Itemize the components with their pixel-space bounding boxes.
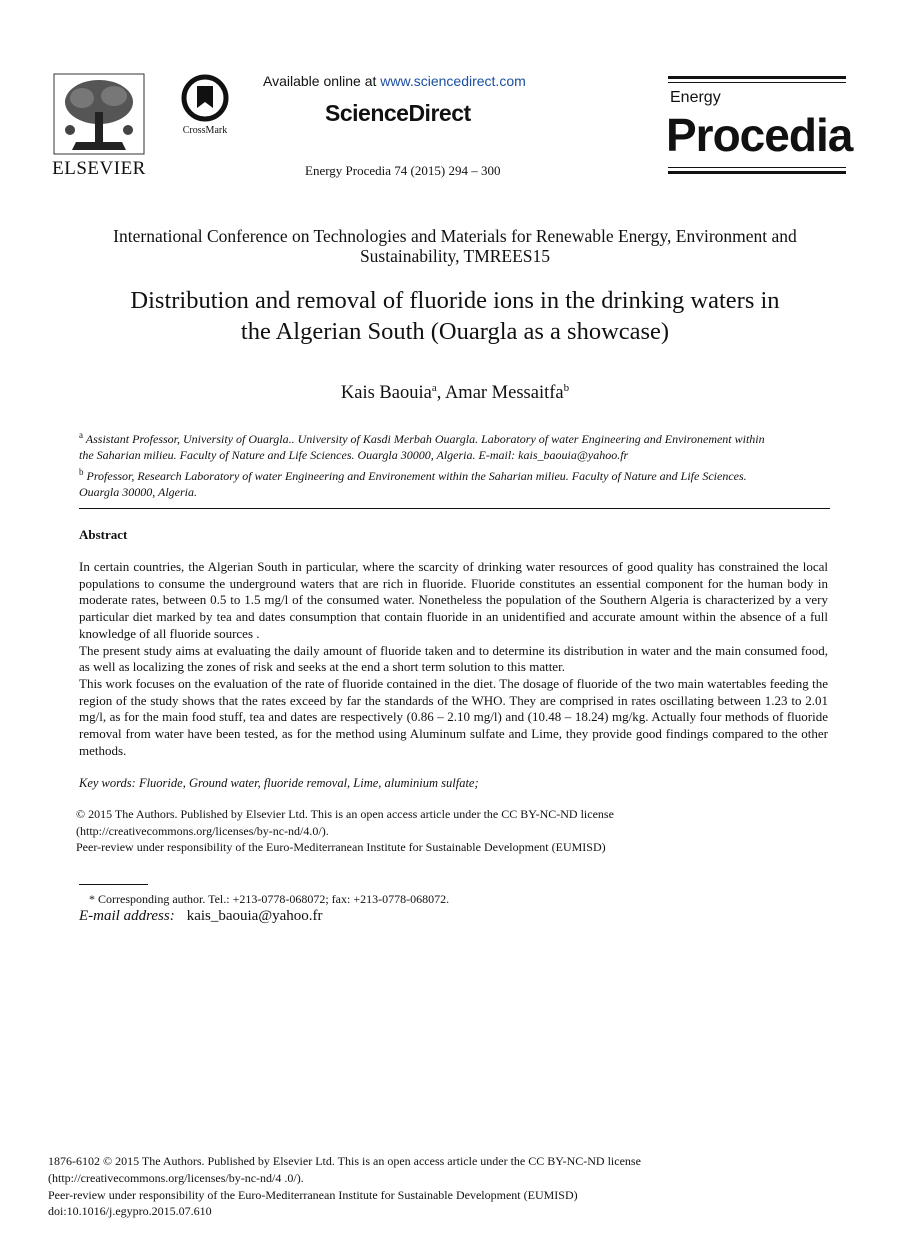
footer-doi[interactable]: doi:10.1016/j.egypro.2015.07.610 xyxy=(48,1204,212,1219)
footer-license-link[interactable]: (http://creativecommons.org/licenses/by-nc-nd/4 .0/). xyxy=(48,1170,304,1185)
keywords: Key words: Fluoride, Ground water, fluoride removal, Lime, aluminium sulfate; xyxy=(79,776,479,790)
publisher-name: ELSEVIER xyxy=(52,158,146,179)
email-address[interactable]: kais_baouia@yahoo.fr xyxy=(186,908,323,924)
footer-peer-review: Peer-review under responsibility of the Euro-Mediterranean Institute for Sustainable Development (EUMISD) xyxy=(48,1187,578,1202)
conference-line-1: International Conference on Technologies and Materials for Renewable Energy, Environment and xyxy=(113,226,797,246)
page-footer xyxy=(48,1153,641,1220)
affiliation-b-line-2: Ouargla 30000, Algeria. xyxy=(79,484,198,499)
affiliation-b-line-1: Professor, Research Laboratory of water Engineering and Environement within the Saharian milieu. Faculty of Nature and Life Sciences. xyxy=(83,468,747,483)
affiliations xyxy=(79,427,829,500)
license-block xyxy=(76,806,614,856)
title-line-1: Distribution and removal of fluoride ions in the drinking waters in xyxy=(130,287,780,314)
affiliation-a-mark: a xyxy=(79,430,83,440)
email-footnote xyxy=(79,908,323,925)
license-line-3: Peer-review under responsibility of the Euro-Mediterranean Institute for Sustainable Development (EUMISD) xyxy=(76,840,606,854)
sciencedirect-link[interactable]: www.sciencedirect.com xyxy=(380,73,526,89)
crossmark-label: CrossMark xyxy=(182,125,228,136)
affiliation-b-mark: b xyxy=(79,466,84,477)
author-2: Amar Messaitfa xyxy=(444,383,564,404)
section-divider xyxy=(79,508,830,509)
abstract-paragraph-1: In certain countries, the Algerian South in particular, where the scarcity of drinking water resources of good quality has constrained the local populations to consume the underground waters that are rich in fluoride. Fluoride constitutes an essential component for the human body in moderate rates, between 0.5 to 1.5 mg/l of the consumed water. Nonetheless the population of the Southern Algeria is characterized by a very particular diet marked by tea and dates consumption that contain fluoride in an unidentified and accurate amount within the absence of a full knowledge of all fluoride sources . xyxy=(79,559,828,641)
abstract-paragraph-3: This work focuses on the evaluation of the rate of fluoride contained in the diet. The dosage of fluoride of the two main watertables feeding the region of the study shows that the rates exceed by far the standards of the WHO. They are comprised in rates oscillating between 1.23 to 2.01 mg/l, as for the main food stuff, tea and dates are respectively (0.86 – 2.10 mg/l) and (10.48 – 18.24) mg/kg. Actually four methods of fluoride removal from water have been tested, as for the method using Aluminum sulfate and Lime, they provide good findings compared to the other methods. xyxy=(79,675,828,758)
energy-procedia-logo xyxy=(666,76,853,176)
footer-license: 1876-6102 © 2015 The Authors. Published by Elsevier Ltd. This is an open access article under the CC BY-NC-ND license xyxy=(48,1154,641,1168)
journal-big-word: Procedia xyxy=(666,109,853,161)
conference-name xyxy=(60,226,850,266)
license-line-1: © 2015 The Authors. Published by Elsevier Ltd. This is an open access article under the CC BY-NC-ND license xyxy=(76,807,614,821)
title-line-2: the Algerian South (Ouargla as a showcase) xyxy=(240,318,670,345)
journal-small-word: Energy xyxy=(670,89,721,106)
abstract-body xyxy=(79,559,828,759)
elsevier-tree-icon xyxy=(52,72,146,156)
abstract-heading: Abstract xyxy=(79,527,128,542)
abstract-paragraph-2: The present study aims at evaluating the daily amount of fluoride taken and to determine its distribution in water and the main consumed food, as well as localizing the zones of risk and seeks at the end a short term solution to this matter. xyxy=(79,642,828,675)
affiliation-a-line-2: the Saharian milieu. Faculty of Nature and Life Sciences. Ouargla 30000, Algeria. E-mail: kais_baouia@yahoo.fr xyxy=(79,448,629,463)
paper-title xyxy=(60,285,850,347)
crossmark-badge[interactable] xyxy=(174,74,236,134)
email-label: E-mail address: xyxy=(79,908,175,924)
crossmark-icon xyxy=(181,74,229,122)
journal-reference: Energy Procedia 74 (2015) 294 – 300 xyxy=(305,163,501,178)
affiliation-a xyxy=(79,427,829,464)
affiliation-b xyxy=(79,464,829,501)
available-online xyxy=(263,73,526,89)
conference-line-2: Sustainability, TMREES15 xyxy=(359,246,551,266)
author-1: Kais Baouia xyxy=(340,383,432,404)
affiliation-a-line-1: Assistant Professor, University of Ouargla.. University of Kasdi Merbah Ouargla. Laboratory of water Engineering and Environement within xyxy=(83,432,765,446)
author-2-affil: b xyxy=(563,382,570,394)
corresponding-author: * Corresponding author. Tel.: +213-0778-068072; fax: +213-0778-068072. xyxy=(89,892,450,906)
license-link[interactable]: (http://creativecommons.org/licenses/by-nc-nd/4.0/). xyxy=(76,823,329,838)
author-list xyxy=(60,382,850,404)
available-prefix: Available online at xyxy=(263,73,381,89)
author-1-affil: a xyxy=(431,382,437,394)
footnote-divider xyxy=(79,884,148,885)
author-separator: , xyxy=(436,383,445,404)
sciencedirect-logo: ScienceDirect xyxy=(325,100,471,126)
elsevier-logo xyxy=(50,72,148,180)
